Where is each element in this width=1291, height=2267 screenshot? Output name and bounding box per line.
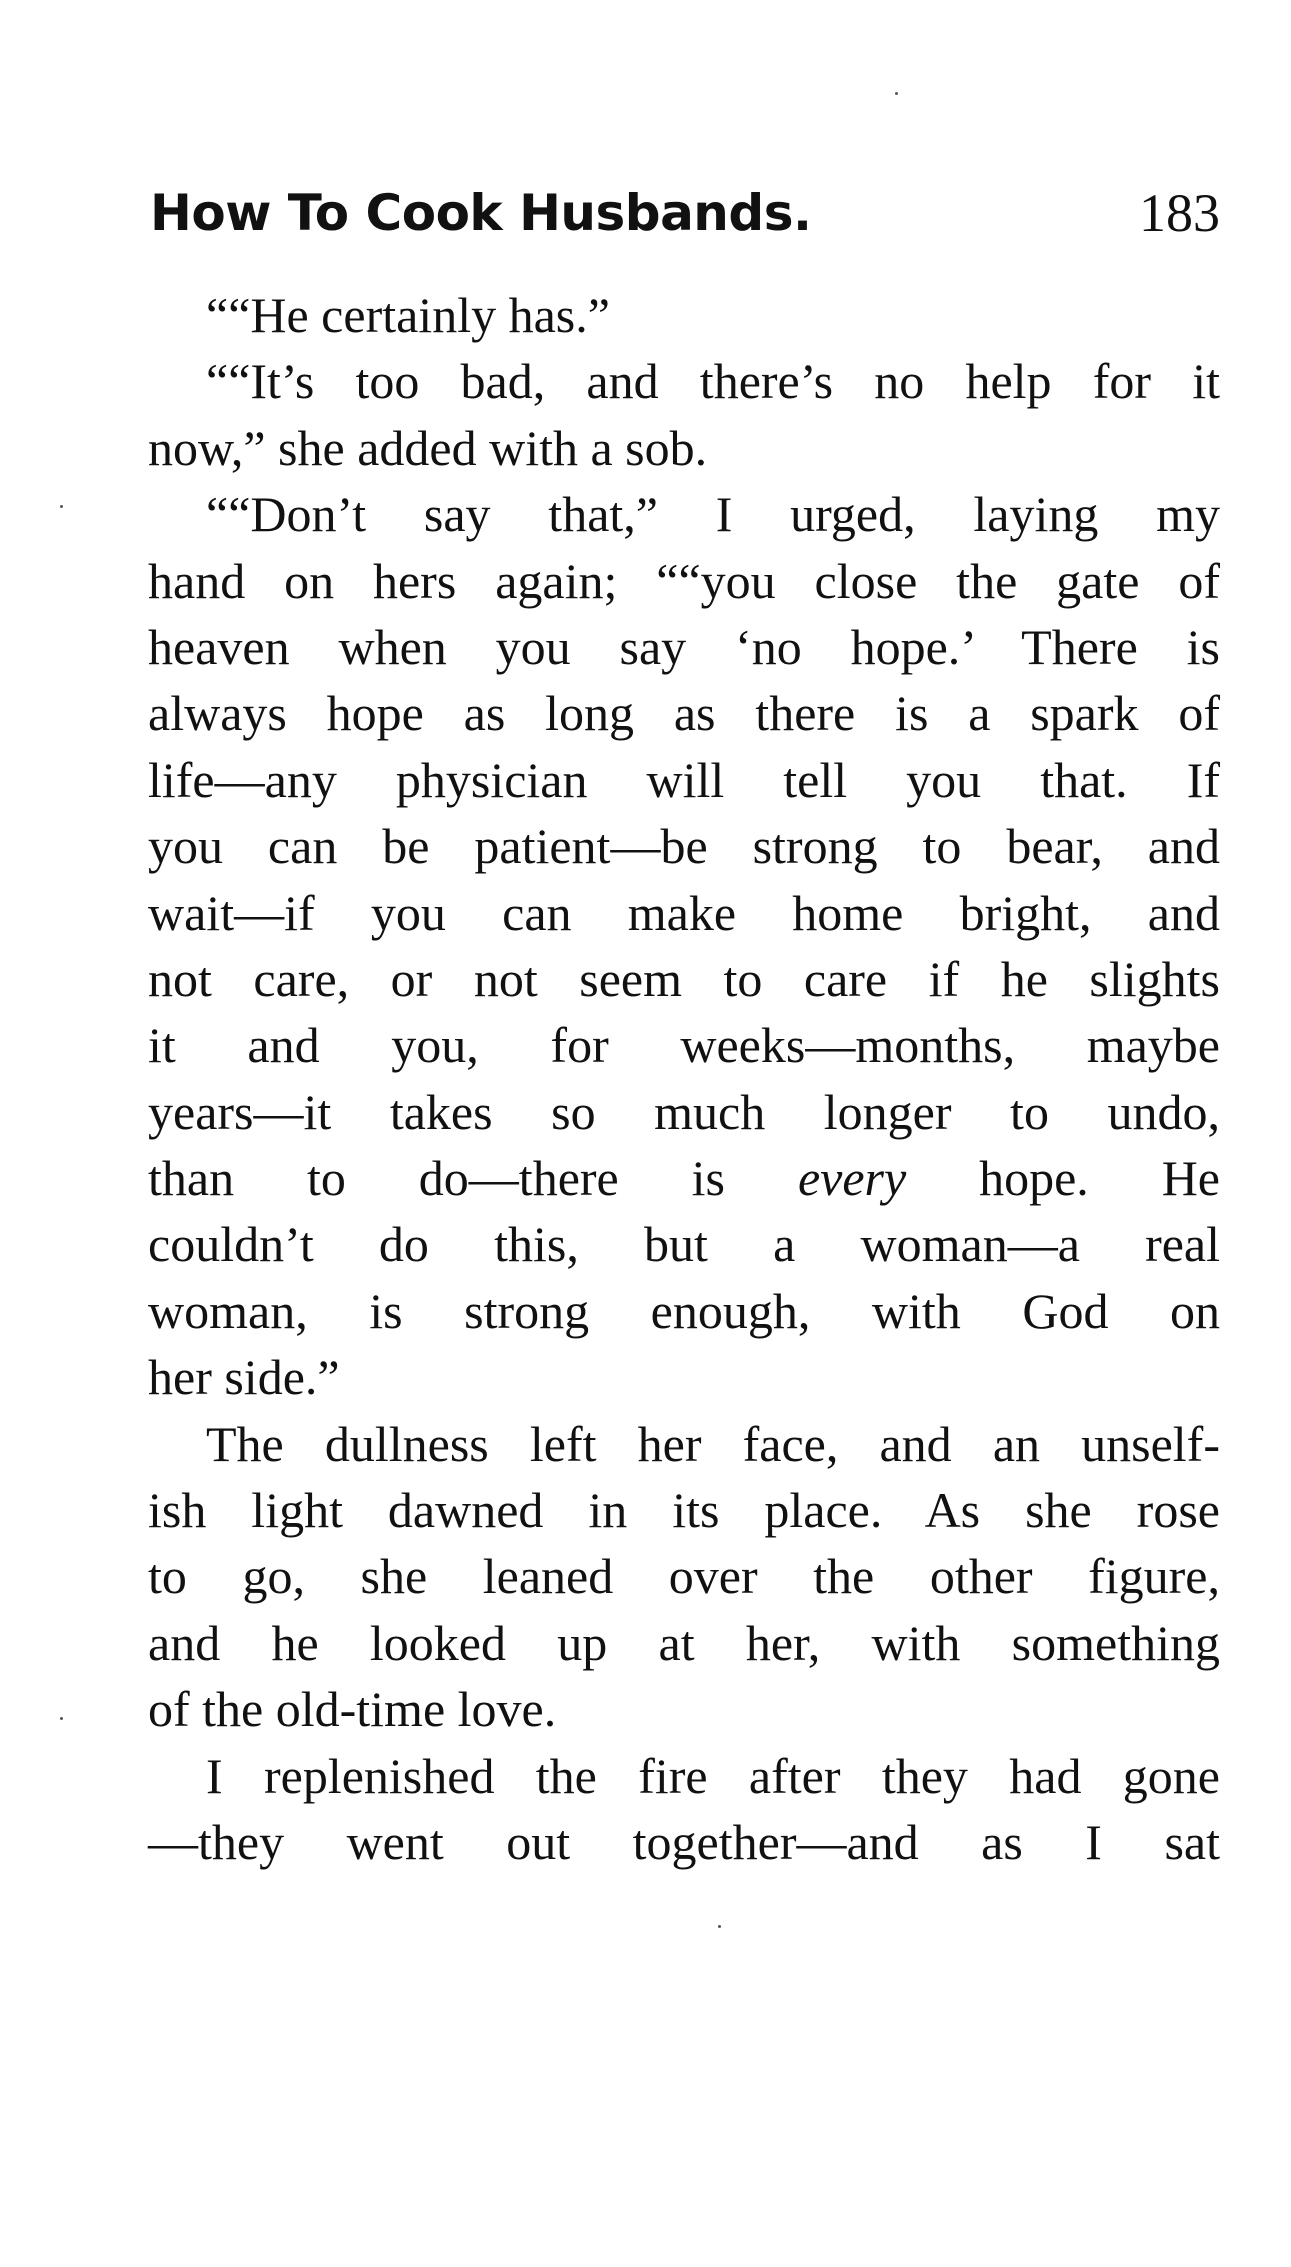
text-line: of the old-time love. bbox=[148, 1681, 557, 1738]
text-line: life—any physician will tell you that. If bbox=[148, 751, 1220, 808]
running-head bbox=[150, 178, 1220, 248]
text-line: years—it takes so much longer to undo, bbox=[148, 1083, 1220, 1140]
text-line: couldn’t do this, but a woman—a real bbox=[148, 1216, 1220, 1273]
text-line: ““Don’t say that,” I urged, laying my bbox=[206, 486, 1220, 543]
text-line: her side.” bbox=[148, 1349, 340, 1406]
text-line: to go, she leaned over the other figure, bbox=[148, 1548, 1220, 1605]
text-line: ““It’s too bad, and there’s no help for it bbox=[206, 353, 1220, 410]
emphasized-word: every bbox=[797, 1150, 907, 1207]
text-line: now,” she added with a sob. bbox=[148, 419, 708, 476]
text-line: not care, or not seem to care if he slights bbox=[148, 950, 1220, 1007]
text-line: it and you, for weeks—months, maybe bbox=[148, 1017, 1220, 1074]
text-line: hand on hers again; ““you close the gate of bbox=[148, 552, 1220, 609]
text-line: ish light dawned in its place. As she rose bbox=[148, 1482, 1220, 1539]
text-line: The dullness left her face, and an unself- bbox=[206, 1415, 1220, 1472]
text-line: I replenished the fire after they had gone bbox=[206, 1747, 1220, 1804]
paper-speck bbox=[60, 505, 63, 508]
text-line: —they went out together—and as I sat bbox=[148, 1813, 1220, 1870]
text-line: woman, is strong enough, with God on bbox=[148, 1282, 1220, 1339]
text-run: than to do—there is bbox=[148, 1150, 726, 1207]
text-line: heaven when you say ‘no hope.’ There is bbox=[148, 618, 1220, 675]
page-number: 183 bbox=[1139, 183, 1220, 243]
paper-speck bbox=[895, 92, 898, 95]
text-line: ““He certainly has.” bbox=[206, 287, 610, 343]
paper-speck bbox=[718, 1925, 721, 1928]
text-line-with-emphasis bbox=[148, 1145, 1220, 1211]
text-line: you can be patient—be strong to bear, and bbox=[148, 818, 1220, 875]
text-line: and he looked up at her, with something bbox=[148, 1614, 1220, 1671]
text-run: hope. He bbox=[979, 1150, 1221, 1207]
paper-speck bbox=[60, 1717, 63, 1720]
text-line: wait—if you can make home bright, and bbox=[148, 884, 1220, 941]
text-line: always hope as long as there is a spark of bbox=[148, 685, 1220, 742]
running-title: How To Cook Husbands. bbox=[150, 184, 812, 242]
body-text bbox=[148, 282, 1220, 1875]
